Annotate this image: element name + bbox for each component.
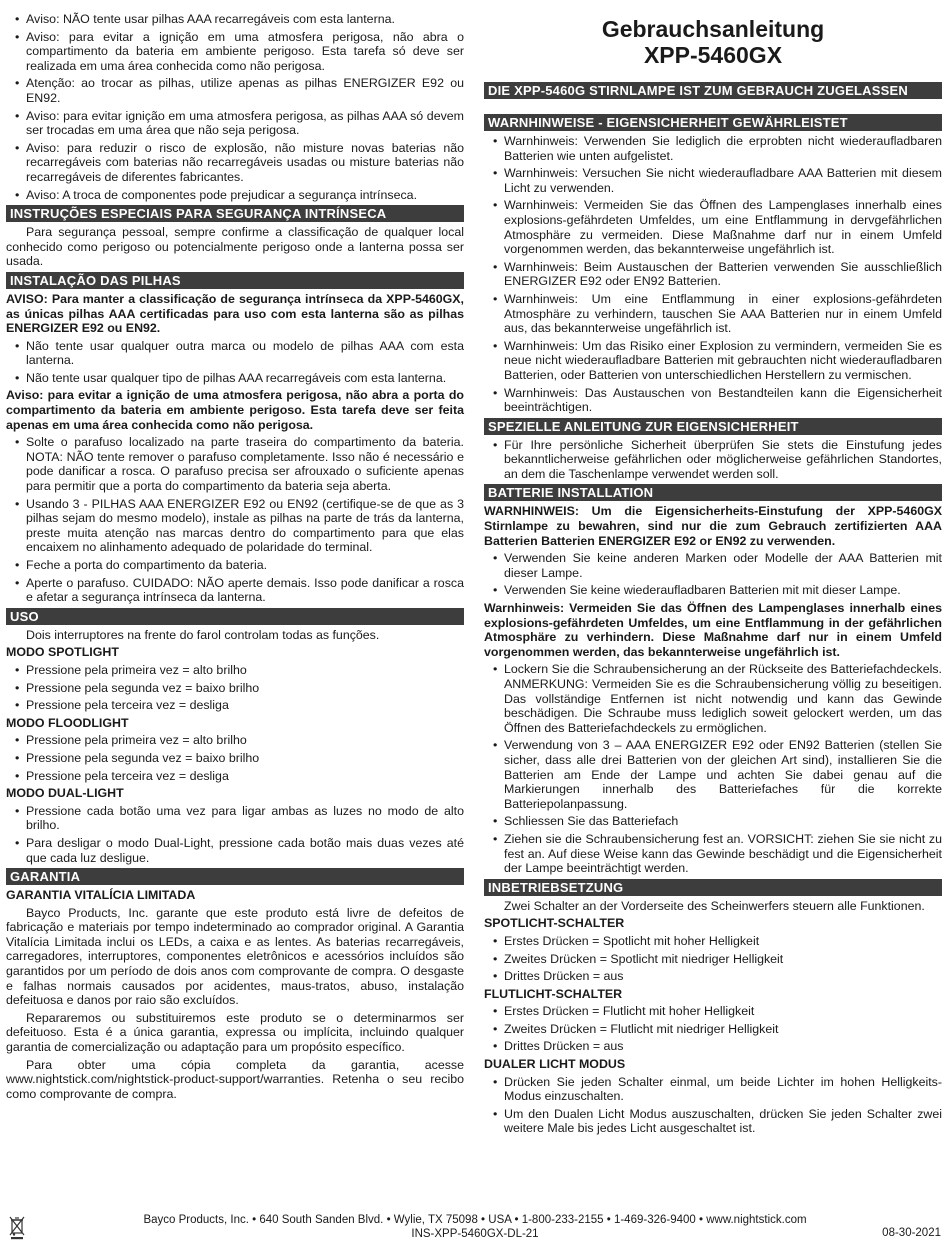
warning-paragraph: Aviso: para evitar a ignição de uma atmosfera perigosa, não abra a porta do compartimento da bateria em ambiente perigoso. Esta tarefa deve ser feita apenas em uma área conhecida como não perigosa. xyxy=(6,388,464,432)
page-footer xyxy=(0,1214,950,1241)
paragraph: Repararemos ou substituiremos este produto se o determinarmos ser defeituoso. Esta é a única garantia, expressa ou implícita, incluindo qualquer garantia de comercialização ou adaptação para um propósito específico. xyxy=(6,1010,464,1055)
section-heading-garantia: GARANTIA xyxy=(6,868,464,885)
section-heading-spezielle: SPEZIELLE ANLEITUNG ZUR EIGENSICHERHEIT xyxy=(484,418,942,435)
list-item: • Pressione pela segunda vez = baixo brilho xyxy=(15,750,260,765)
section-heading-instalacao: INSTALAÇÃO DAS PILHAS xyxy=(6,272,464,289)
german-column xyxy=(484,12,942,1139)
subheading-dual-light: MODO DUAL-LIGHT xyxy=(6,786,124,801)
title-line: Gebrauchsanleitung xyxy=(601,16,825,42)
list-item: • Pressione pela segunda vez = baixo brilho xyxy=(15,680,260,695)
list-item: • Lockern Sie die Schraubensicherung an der Rückseite des Batteriefachdeckels. ANMERKUNG: Vermeiden Sie es die Schraubensicherung völlig zu beseitigen. Das vollständige Entfernen ist nicht notwendig und kann das Gewinde beschädigen. Die Schraube muss lediglich soweit gelockert werden, um das Öffnen des Batteriefachdeckels zu ermöglichen. xyxy=(493,662,942,735)
list-item: • Verwenden Sie keine anderen Marken oder Modelle der AAA Batterien mit dieser Lampe. xyxy=(493,551,942,580)
list-item: • Aviso: NÃO tente usar pilhas AAA recarregáveis com esta lanterna. xyxy=(15,12,395,26)
company-address: Bayco Products, Inc. • 640 South Sanden Blvd. • Wylie, TX 75098 • USA • 1-800-233-2155 • 1-469-326-9400 • www.nightstick.com xyxy=(143,1214,807,1226)
paragraph: Para obter uma cópia completa da garantia, acesse www.nightstick.com/nightstick-product-support/warranties. Retenha o seu recibo como comprovante de compra. xyxy=(6,1057,464,1101)
section-heading-uso: USO xyxy=(6,608,464,625)
warning-paragraph: WARNHINWEIS: Um die Eigensicherheits-Einstufung der XPP-5460GX Stirnlampe zu bewahren, sind nur die zum Gebrauch zertifizierten AAA Batterien Batterien ENERGIZER E92 or EN92 zu verwenden. xyxy=(484,504,942,548)
list-item: • Aviso: para reduzir o risco de explosão, não misture novas baterias não recarregáveis com baterias não recarregáveis usadas ou misture baterias não recarregáveis de diferentes fabricantes. xyxy=(15,140,464,184)
subheading-spotlight: MODO SPOTLIGHT xyxy=(6,645,119,660)
list-item: • Não tente usar qualquer outra marca ou modelo de pilhas AAA com esta lanterna. xyxy=(15,338,464,368)
section-heading-batterie: BATTERIE INSTALLATION xyxy=(484,484,942,501)
list-item: • Aviso: A troca de componentes pode prejudicar a segurança intrínseca. xyxy=(15,187,418,202)
list-item: • Warnhinweis: Vermeiden Sie das Öffnen des Lampenglases innerhalb eines explosions-gefährdeten Umfeldes, um eine Entflammung in dervgefährlichen Atmosphäre zu vermeiden. Diese Maßnahme darf nur in einem Umfeld vorgenommen werden, das bekannterweise ungefährlich ist. xyxy=(493,198,942,257)
list-item: • Pressione pela primeira vez = alto brilho xyxy=(15,733,247,748)
section-heading-zugelassen: DIE XPP-5460G STIRNLAMPE IST ZUM GEBRAUCH ZUGELASSEN xyxy=(484,82,942,99)
list-item: • Aviso: para evitar a ignição em uma atmosfera perigosa, não abra o compartimento da bateria em ambiente perigoso. Esta tarefa só deve ser realizada em uma área conhecida como não perigosa. xyxy=(15,29,464,73)
list-item: • Pressione cada botão uma vez para ligar ambas as luzes no modo de alto brilho. xyxy=(15,803,464,833)
list-item: • Drittes Drücken = aus xyxy=(493,969,624,984)
section-heading-especiais: INSTRUÇÕES ESPECIAIS PARA SEGURANÇA INTRÍNSECA xyxy=(6,205,464,222)
document-date: 08-30-2021 xyxy=(882,1227,941,1239)
subheading-spotlicht: SPOTLICHT-SCHALTER xyxy=(484,916,625,931)
list-item: • Verwendung von 3 – AAA ENERGIZER E92 oder EN92 Batterien (stellen Sie sicher, dass alle drei Batterien von der gleichen Art sind), installieren Sie die Batterien am Ende der Lampe und achten Sie dabei genau auf die Markierungen innerhalb des Batteriefaches für die korrekte Batteriepolanpassung. xyxy=(493,738,942,811)
page-title xyxy=(484,16,942,68)
paragraph: Dois interruptores na frente do farol controlam todas as funções. xyxy=(26,627,380,642)
list-item: • Warnhinweis: Verwenden Sie lediglich die erprobten nicht wiederaufladbaren Batterien wie unten aufgelistet. xyxy=(493,134,942,163)
portuguese-column xyxy=(6,12,464,1104)
list-item: • Zweites Drücken = Spotlicht mit niedriger Helligkeit xyxy=(493,951,784,966)
list-item: • Warnhinweis: Um eine Entflammung in einer explosions-gefährdeten Atmosphäre zu verhindern, tauschen Sie AAA Batterien nur in einem Umfeld aus, das bekannterweise ungefährlich ist. xyxy=(493,291,942,336)
list-item: • Aviso: para evitar ignição em uma atmosfera perigosa, as pilhas AAA só devem ser trocadas em uma área que não seja perigosa. xyxy=(15,108,464,138)
list-item: • Ziehen sie die Schraubensicherung fest an. VORSICHT: ziehen Sie sie nicht zu fest an. Auf diese Weise kann das Gewinde beschädigt und die Eigensicherheit der Lampe beeinträchtigt werden. xyxy=(493,831,942,876)
title-model: XPP-5460GX xyxy=(643,42,783,68)
warning-paragraph: AVISO: Para manter a classificação de segurança intrínseca da XPP-5460GX, as únicas pilhas AAA certificadas para uso com esta lanterna são as pilhas ENERGIZER E92 ou EN92. xyxy=(6,291,464,336)
list-item: • Usando 3 - PILHAS AAA ENERGIZER E92 ou EN92 (certifique-se de que as 3 pilhas sejam do mesmo modelo), instale as pilhas na parte de trás da lanterna, preste muita atenção nas marcas dentro do compartimento para que elas encaixem no alinhamento adequado de polaridade do terminal. xyxy=(15,496,464,555)
list-item: • Drücken Sie jeden Schalter einmal, um beide Lichter im hohen Helligkeits-Modus einzuschalten. xyxy=(493,1074,942,1104)
document-code: INS-XPP-5460GX-DL-21 xyxy=(411,1227,539,1240)
subheading-floodlight: MODO FLOODLIGHT xyxy=(6,715,129,730)
list-item: • Pressione pela primeira vez = alto brilho xyxy=(15,662,247,677)
paragraph: Para segurança pessoal, sempre confirme a classificação de qualquer local conhecido como perigoso ou potencialmente perigoso onde a lanterna possa ser usada. xyxy=(6,225,464,269)
list-item: • Pressione pela terceira vez = desliga xyxy=(15,698,229,713)
list-item: • Erstes Drücken = Flutlicht mit hoher Helligkeit xyxy=(493,1004,755,1019)
list-item: • Zweites Drücken = Flutlicht mit niedriger Helligkeit xyxy=(493,1021,779,1036)
list-item: • Atenção: ao trocar as pilhas, utilize apenas as pilhas ENERGIZER E92 ou EN92. xyxy=(15,76,464,105)
section-heading-inbetriebsetzung: INBETRIEBSETZUNG xyxy=(484,879,942,896)
list-item: • Erstes Drücken = Spotlicht mit hoher Helligkeit xyxy=(493,933,760,948)
list-item: • Schliessen Sie das Batteriefach xyxy=(493,814,679,829)
list-item: • Warnhinweis: Das Austauschen von Bestandteilen kann die Eigensicherheit beeinträchtigen. xyxy=(493,385,942,415)
list-item: • Verwenden Sie keine wiederaufladbaren Batterien mit mit dieser Lampe. xyxy=(493,583,901,598)
subheading-flutlicht: FLUTLICHT-SCHALTER xyxy=(484,986,623,1001)
list-item: • Pressione pela terceira vez = desliga xyxy=(15,768,229,783)
list-item: • Um den Dualen Licht Modus auszuschalten, drücken Sie jeden Schalter zwei weitere Male bis jedes Licht ausgeschaltet ist. xyxy=(493,1106,942,1136)
list-item: • Drittes Drücken = aus xyxy=(493,1039,624,1054)
warning-paragraph: Warnhinweis: Vermeiden Sie das Öffnen des Lampenglases innerhalb eines explosions-gefährdeten Umfeldes, um eine Entflammung in der gefährlichen Atmosphäre zu verhindern. Diese Maßnahme darf nur in einem Umfeld vorgenommen werden, das bekannterweise ungefährlich ist. xyxy=(484,601,942,659)
list-item: • Warnhinweis: Um das Risiko einer Explosion zu vermindern, vermeiden Sie es neue nicht wiederaufladbare Batterien mit gebrauchten nicht wiederaufladbaren Batterien, oder Batterien von unterschiedlichen Herstellern zu vermischen. xyxy=(493,338,942,382)
list-item: • Feche a porta do compartimento da bateria. xyxy=(15,558,268,572)
paragraph: Zwei Schalter an der Vorderseite des Scheinwerfers steuern alle Funktionen. xyxy=(504,898,925,913)
list-item: • Warnhinweis: Beim Austauschen der Batterien verwenden Sie ausschließlich ENERGIZER E92 oder EN92 Batterien. xyxy=(493,259,942,289)
list-item: • Warnhinweis: Versuchen Sie nicht wiederaufladbare AAA Batterien mit diesem Licht zu verwenden. xyxy=(493,166,942,195)
list-item: • Não tente usar qualquer tipo de pilhas AAA recarregáveis com esta lanterna. xyxy=(15,370,447,385)
subheading-garantia: GARANTIA VITALÍCIA LIMITADA xyxy=(6,888,196,903)
list-item: • Für Ihre persönliche Sicherheit überprüfen Sie stets die Einstufung jedes bekanntlicherweise gefährlichen oder möglicherweise gefährlichen Standortes, an dem die Taschenlampe verwendet werden soll. xyxy=(493,437,942,481)
list-item: • Aperte o parafuso. CUIDADO: NÃO aperte demais. Isso pode danificar a rosca e afetar a segurança intrínseca da lanterna. xyxy=(15,575,464,605)
paragraph: Bayco Products, Inc. garante que este produto está livre de defeitos de fabricação e materiais por tempo indeterminado ao comprador original. A Garantia Vitalícia Limitada inclui os LEDs, a caixa e as lentes. As baterias recarregáveis, carregadores, interruptores, componentes eletrônicos e acessórios incluídos são garantidos por um período de dois anos com comprovante de compra. O desgaste e falhas normais causados por acidentes, maus-tratos, abuso, instalação defeituosa e danos por raio são excluídos. xyxy=(6,905,464,1008)
list-item: • Solte o parafuso localizado na parte traseira do compartimento da bateria. NOTA: NÃO tente remover o parafuso completamente. Isso não é necessário e pode danificar a rosca. O parafuso precisa ser afrouxado o suficiente apenas para permitir que a porta do compartimento da bateria seja aberta. xyxy=(15,435,464,494)
section-heading-warnhinweise: WARNHINWEISE - EIGENSICHERHEIT GEWÄHRLEISTET xyxy=(484,114,942,131)
list-item: • Para desligar o modo Dual-Light, pressione cada botão mais duas vezes até que cada luz desligue. xyxy=(15,835,464,865)
subheading-dualer-licht: DUALER LICHT MODUS xyxy=(484,1057,626,1072)
